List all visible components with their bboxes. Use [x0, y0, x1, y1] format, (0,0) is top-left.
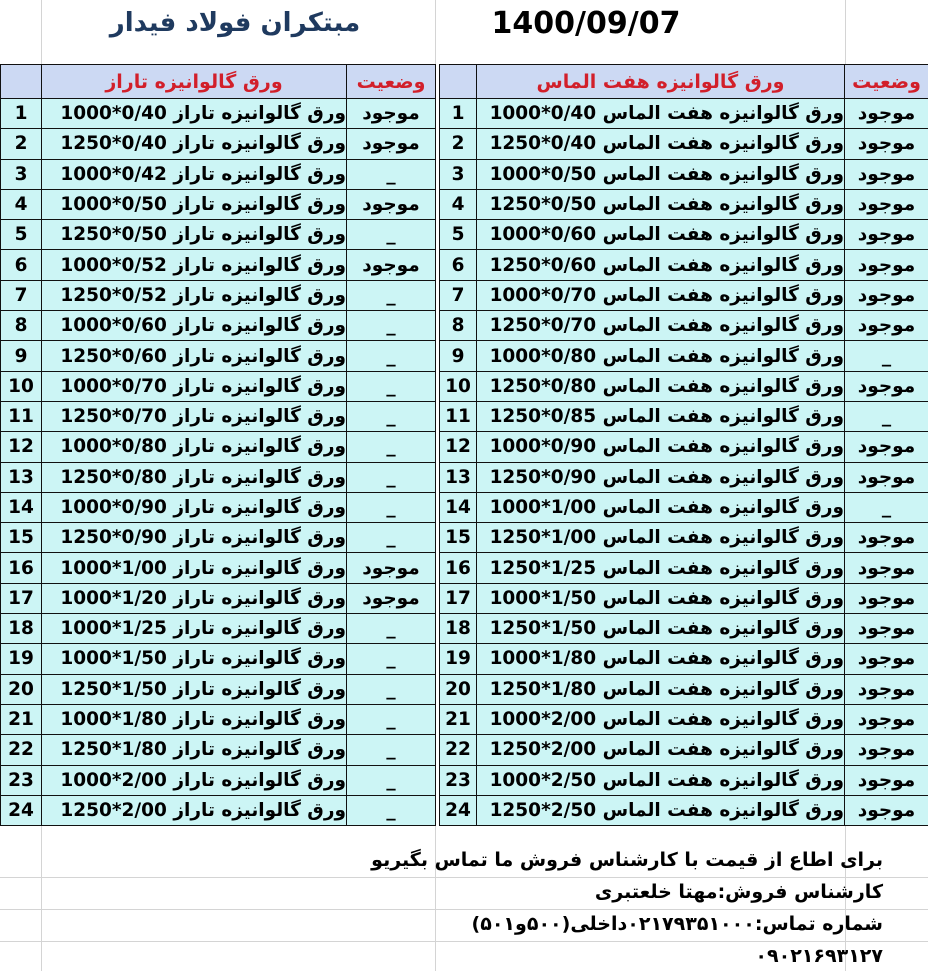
table-row: [1, 553, 928, 583]
left-status: موجود: [347, 553, 436, 583]
right-product: ورق گالوانیزه هفت الماس 0/60*1250: [477, 250, 845, 280]
table-row: [1, 704, 928, 734]
grid-line: [0, 941, 928, 942]
left-product: ورق گالوانیزه تاراز 0/40*1250: [42, 129, 347, 159]
right-row-number: 6: [440, 250, 477, 280]
left-row-number: 11: [1, 401, 42, 431]
sales-expert: کارشناس فروش:مهتا خلعتبری: [594, 881, 883, 903]
left-row-number: 10: [1, 371, 42, 401]
right-status: موجود: [845, 220, 928, 250]
left-status: _: [347, 371, 436, 401]
right-product: ورق گالوانیزه هفت الماس 0/50*1250: [477, 189, 845, 219]
left-product: ورق گالوانیزه تاراز 0/50*1250: [42, 220, 347, 250]
left-row-number: 3: [1, 159, 42, 189]
right-row-number: 13: [440, 462, 477, 492]
left-row-number: 4: [1, 189, 42, 219]
left-row-number: 22: [1, 735, 42, 765]
right-row-number: 17: [440, 583, 477, 613]
left-status: _: [347, 462, 436, 492]
right-product: ورق گالوانیزه هفت الماس 1/00*1250: [477, 523, 845, 553]
left-status: _: [347, 704, 436, 734]
table-row: [1, 189, 928, 219]
left-product: ورق گالوانیزه تاراز 0/42*1000: [42, 159, 347, 189]
right-status: موجود: [845, 523, 928, 553]
right-row-number: 8: [440, 311, 477, 341]
table-row: [1, 735, 928, 765]
table-row: [1, 765, 928, 795]
left-row-number: 16: [1, 553, 42, 583]
left-product: ورق گالوانیزه تاراز 1/25*1000: [42, 614, 347, 644]
left-row-number: 19: [1, 644, 42, 674]
left-row-number: 23: [1, 765, 42, 795]
right-status: موجود: [845, 371, 928, 401]
left-product: ورق گالوانیزه تاراز 1/50*1250: [42, 674, 347, 704]
left-product: ورق گالوانیزه تاراز 1/20*1000: [42, 583, 347, 613]
right-product: ورق گالوانیزه هفت الماس 0/90*1250: [477, 462, 845, 492]
left-status: _: [347, 220, 436, 250]
table-row: [1, 250, 928, 280]
right-product: ورق گالوانیزه هفت الماس 2/50*1250: [477, 795, 845, 825]
left-status: _: [347, 280, 436, 310]
right-row-number: 12: [440, 432, 477, 462]
left-status: _: [347, 674, 436, 704]
table-row: [1, 674, 928, 704]
contact-footer: [0, 845, 928, 971]
right-row-number: 23: [440, 765, 477, 795]
right-product: ورق گالوانیزه هفت الماس 0/60*1000: [477, 220, 845, 250]
right-product: ورق گالوانیزه هفت الماس 1/50*1000: [477, 583, 845, 613]
right-status: موجود: [845, 99, 928, 129]
left-status: _: [347, 735, 436, 765]
left-product-header: ورق گالوانیزه تاراز: [42, 65, 347, 99]
right-row-number: 1: [440, 99, 477, 129]
left-product: ورق گالوانیزه تاراز 0/50*1000: [42, 189, 347, 219]
left-product: ورق گالوانیزه تاراز 0/52*1000: [42, 250, 347, 280]
right-row-number: 20: [440, 674, 477, 704]
right-status: موجود: [845, 765, 928, 795]
table-row: [1, 341, 928, 371]
left-product: ورق گالوانیزه تاراز 0/40*1000: [42, 99, 347, 129]
left-row-number: 14: [1, 492, 42, 522]
left-status: _: [347, 644, 436, 674]
left-status: موجود: [347, 129, 436, 159]
left-status: موجود: [347, 99, 436, 129]
right-status-header: وضعیت: [845, 65, 928, 99]
left-row-number: 15: [1, 523, 42, 553]
left-product: ورق گالوانیزه تاراز 0/60*1250: [42, 341, 347, 371]
right-product: ورق گالوانیزه هفت الماس 1/25*1250: [477, 553, 845, 583]
right-status: موجود: [845, 432, 928, 462]
table-row: [1, 401, 928, 431]
left-status: _: [347, 159, 436, 189]
left-row-number: 24: [1, 795, 42, 825]
left-status: _: [347, 765, 436, 795]
right-num-header: [440, 65, 477, 99]
table-row: [1, 583, 928, 613]
right-product: ورق گالوانیزه هفت الماس 0/85*1250: [477, 401, 845, 431]
right-row-number: 16: [440, 553, 477, 583]
price-table: [0, 64, 928, 826]
left-status: _: [347, 341, 436, 371]
left-product: ورق گالوانیزه تاراز 1/50*1000: [42, 644, 347, 674]
left-product: ورق گالوانیزه تاراز 2/00*1250: [42, 795, 347, 825]
table-row: [1, 371, 928, 401]
grid-line: [0, 909, 928, 910]
right-row-number: 14: [440, 492, 477, 522]
title-row: [0, 0, 928, 64]
left-status: _: [347, 614, 436, 644]
right-product: ورق گالوانیزه هفت الماس 2/00*1250: [477, 735, 845, 765]
left-row-number: 12: [1, 432, 42, 462]
left-status: _: [347, 795, 436, 825]
grid-line: [0, 877, 928, 878]
right-status: موجود: [845, 704, 928, 734]
left-num-header: [1, 65, 42, 99]
right-product: ورق گالوانیزه هفت الماس 2/00*1000: [477, 704, 845, 734]
left-product: ورق گالوانیزه تاراز 0/60*1000: [42, 311, 347, 341]
right-row-number: 3: [440, 159, 477, 189]
price-inquiry-note: برای اطاع از قیمت با کارشناس فروش ما تماس بگیریو: [371, 849, 883, 871]
table-row: [1, 99, 928, 129]
table-row: [1, 644, 928, 674]
right-product: ورق گالوانیزه هفت الماس 1/00*1000: [477, 492, 845, 522]
left-status-header: وضعیت: [347, 65, 436, 99]
right-row-number: 4: [440, 189, 477, 219]
table-row: [1, 492, 928, 522]
left-row-number: 8: [1, 311, 42, 341]
right-row-number: 9: [440, 341, 477, 371]
right-product: ورق گالوانیزه هفت الماس 0/80*1000: [477, 341, 845, 371]
left-product: ورق گالوانیزه تاراز 1/00*1000: [42, 553, 347, 583]
right-product: ورق گالوانیزه هفت الماس 0/40*1250: [477, 129, 845, 159]
right-product: ورق گالوانیزه هفت الماس 2/50*1000: [477, 765, 845, 795]
left-row-number: 18: [1, 614, 42, 644]
left-status: موجود: [347, 583, 436, 613]
right-row-number: 11: [440, 401, 477, 431]
right-product: ورق گالوانیزه هفت الماس 1/80*1250: [477, 674, 845, 704]
right-status: _: [845, 401, 928, 431]
table-row: [1, 795, 928, 825]
left-row-number: 20: [1, 674, 42, 704]
table-row: [1, 280, 928, 310]
right-row-number: 21: [440, 704, 477, 734]
right-status: موجود: [845, 250, 928, 280]
table-row: [1, 129, 928, 159]
right-product: ورق گالوانیزه هفت الماس 0/50*1000: [477, 159, 845, 189]
right-row-number: 22: [440, 735, 477, 765]
right-status: موجود: [845, 644, 928, 674]
left-product: ورق گالوانیزه تاراز 0/70*1000: [42, 371, 347, 401]
left-row-number: 2: [1, 129, 42, 159]
right-status: موجود: [845, 795, 928, 825]
price-list-date: 1400/09/07: [491, 6, 681, 41]
left-row-number: 13: [1, 462, 42, 492]
right-status: موجود: [845, 674, 928, 704]
left-status: موجود: [347, 189, 436, 219]
right-status: موجود: [845, 280, 928, 310]
left-row-number: 17: [1, 583, 42, 613]
right-row-number: 2: [440, 129, 477, 159]
right-product-header: ورق گالوانیزه هفت الماس: [477, 65, 845, 99]
right-product: ورق گالوانیزه هفت الماس 0/90*1000: [477, 432, 845, 462]
right-status: موجود: [845, 583, 928, 613]
left-status: _: [347, 432, 436, 462]
right-product: ورق گالوانیزه هفت الماس 0/70*1000: [477, 280, 845, 310]
table-row: [1, 220, 928, 250]
table-header: [1, 65, 928, 99]
left-row-number: 5: [1, 220, 42, 250]
right-status: موجود: [845, 462, 928, 492]
right-product: ورق گالوانیزه هفت الماس 1/80*1000: [477, 644, 845, 674]
right-row-number: 15: [440, 523, 477, 553]
contact-phone: شماره تماس:۰۲۱۷۹۳۵۱۰۰۰داخلی(۵۰۰و۵۰۱): [471, 913, 883, 935]
right-status: موجود: [845, 159, 928, 189]
right-status: موجود: [845, 553, 928, 583]
right-status: _: [845, 492, 928, 522]
left-product: ورق گالوانیزه تاراز 0/90*1000: [42, 492, 347, 522]
right-status: موجود: [845, 189, 928, 219]
table-row: [1, 462, 928, 492]
left-product: ورق گالوانیزه تاراز 2/00*1000: [42, 765, 347, 795]
left-row-number: 21: [1, 704, 42, 734]
table-row: [1, 432, 928, 462]
left-status: _: [347, 523, 436, 553]
left-product: ورق گالوانیزه تاراز 1/80*1250: [42, 735, 347, 765]
right-product: ورق گالوانیزه هفت الماس 1/50*1250: [477, 614, 845, 644]
right-row-number: 19: [440, 644, 477, 674]
left-product: ورق گالوانیزه تاراز 0/52*1250: [42, 280, 347, 310]
left-row-number: 7: [1, 280, 42, 310]
left-row-number: 9: [1, 341, 42, 371]
left-product: ورق گالوانیزه تاراز 1/80*1000: [42, 704, 347, 734]
left-row-number: 6: [1, 250, 42, 280]
left-product: ورق گالوانیزه تاراز 0/80*1000: [42, 432, 347, 462]
right-status: موجود: [845, 614, 928, 644]
table-row: [1, 159, 928, 189]
right-row-number: 10: [440, 371, 477, 401]
right-row-number: 18: [440, 614, 477, 644]
right-row-number: 24: [440, 795, 477, 825]
table-row: [1, 311, 928, 341]
right-row-number: 7: [440, 280, 477, 310]
left-status: موجود: [347, 250, 436, 280]
left-product: ورق گالوانیزه تاراز 0/70*1250: [42, 401, 347, 431]
right-status: موجود: [845, 735, 928, 765]
table-row: [1, 523, 928, 553]
left-row-number: 1: [1, 99, 42, 129]
left-status: _: [347, 492, 436, 522]
right-row-number: 5: [440, 220, 477, 250]
table-row: [1, 614, 928, 644]
right-product: ورق گالوانیزه هفت الماس 0/70*1250: [477, 311, 845, 341]
left-product: ورق گالوانیزه تاراز 0/80*1250: [42, 462, 347, 492]
right-status: موجود: [845, 129, 928, 159]
right-status: _: [845, 341, 928, 371]
left-status: _: [347, 311, 436, 341]
right-status: موجود: [845, 311, 928, 341]
left-status: _: [347, 401, 436, 431]
right-product: ورق گالوانیزه هفت الماس 0/40*1000: [477, 99, 845, 129]
right-product: ورق گالوانیزه هفت الماس 0/80*1250: [477, 371, 845, 401]
mobile-number: ۰۹۰۲۱۶۹۳۱۲۷: [755, 945, 883, 967]
left-product: ورق گالوانیزه تاراز 0/90*1250: [42, 523, 347, 553]
company-name: مبتکران فولاد فیدار: [109, 8, 361, 38]
